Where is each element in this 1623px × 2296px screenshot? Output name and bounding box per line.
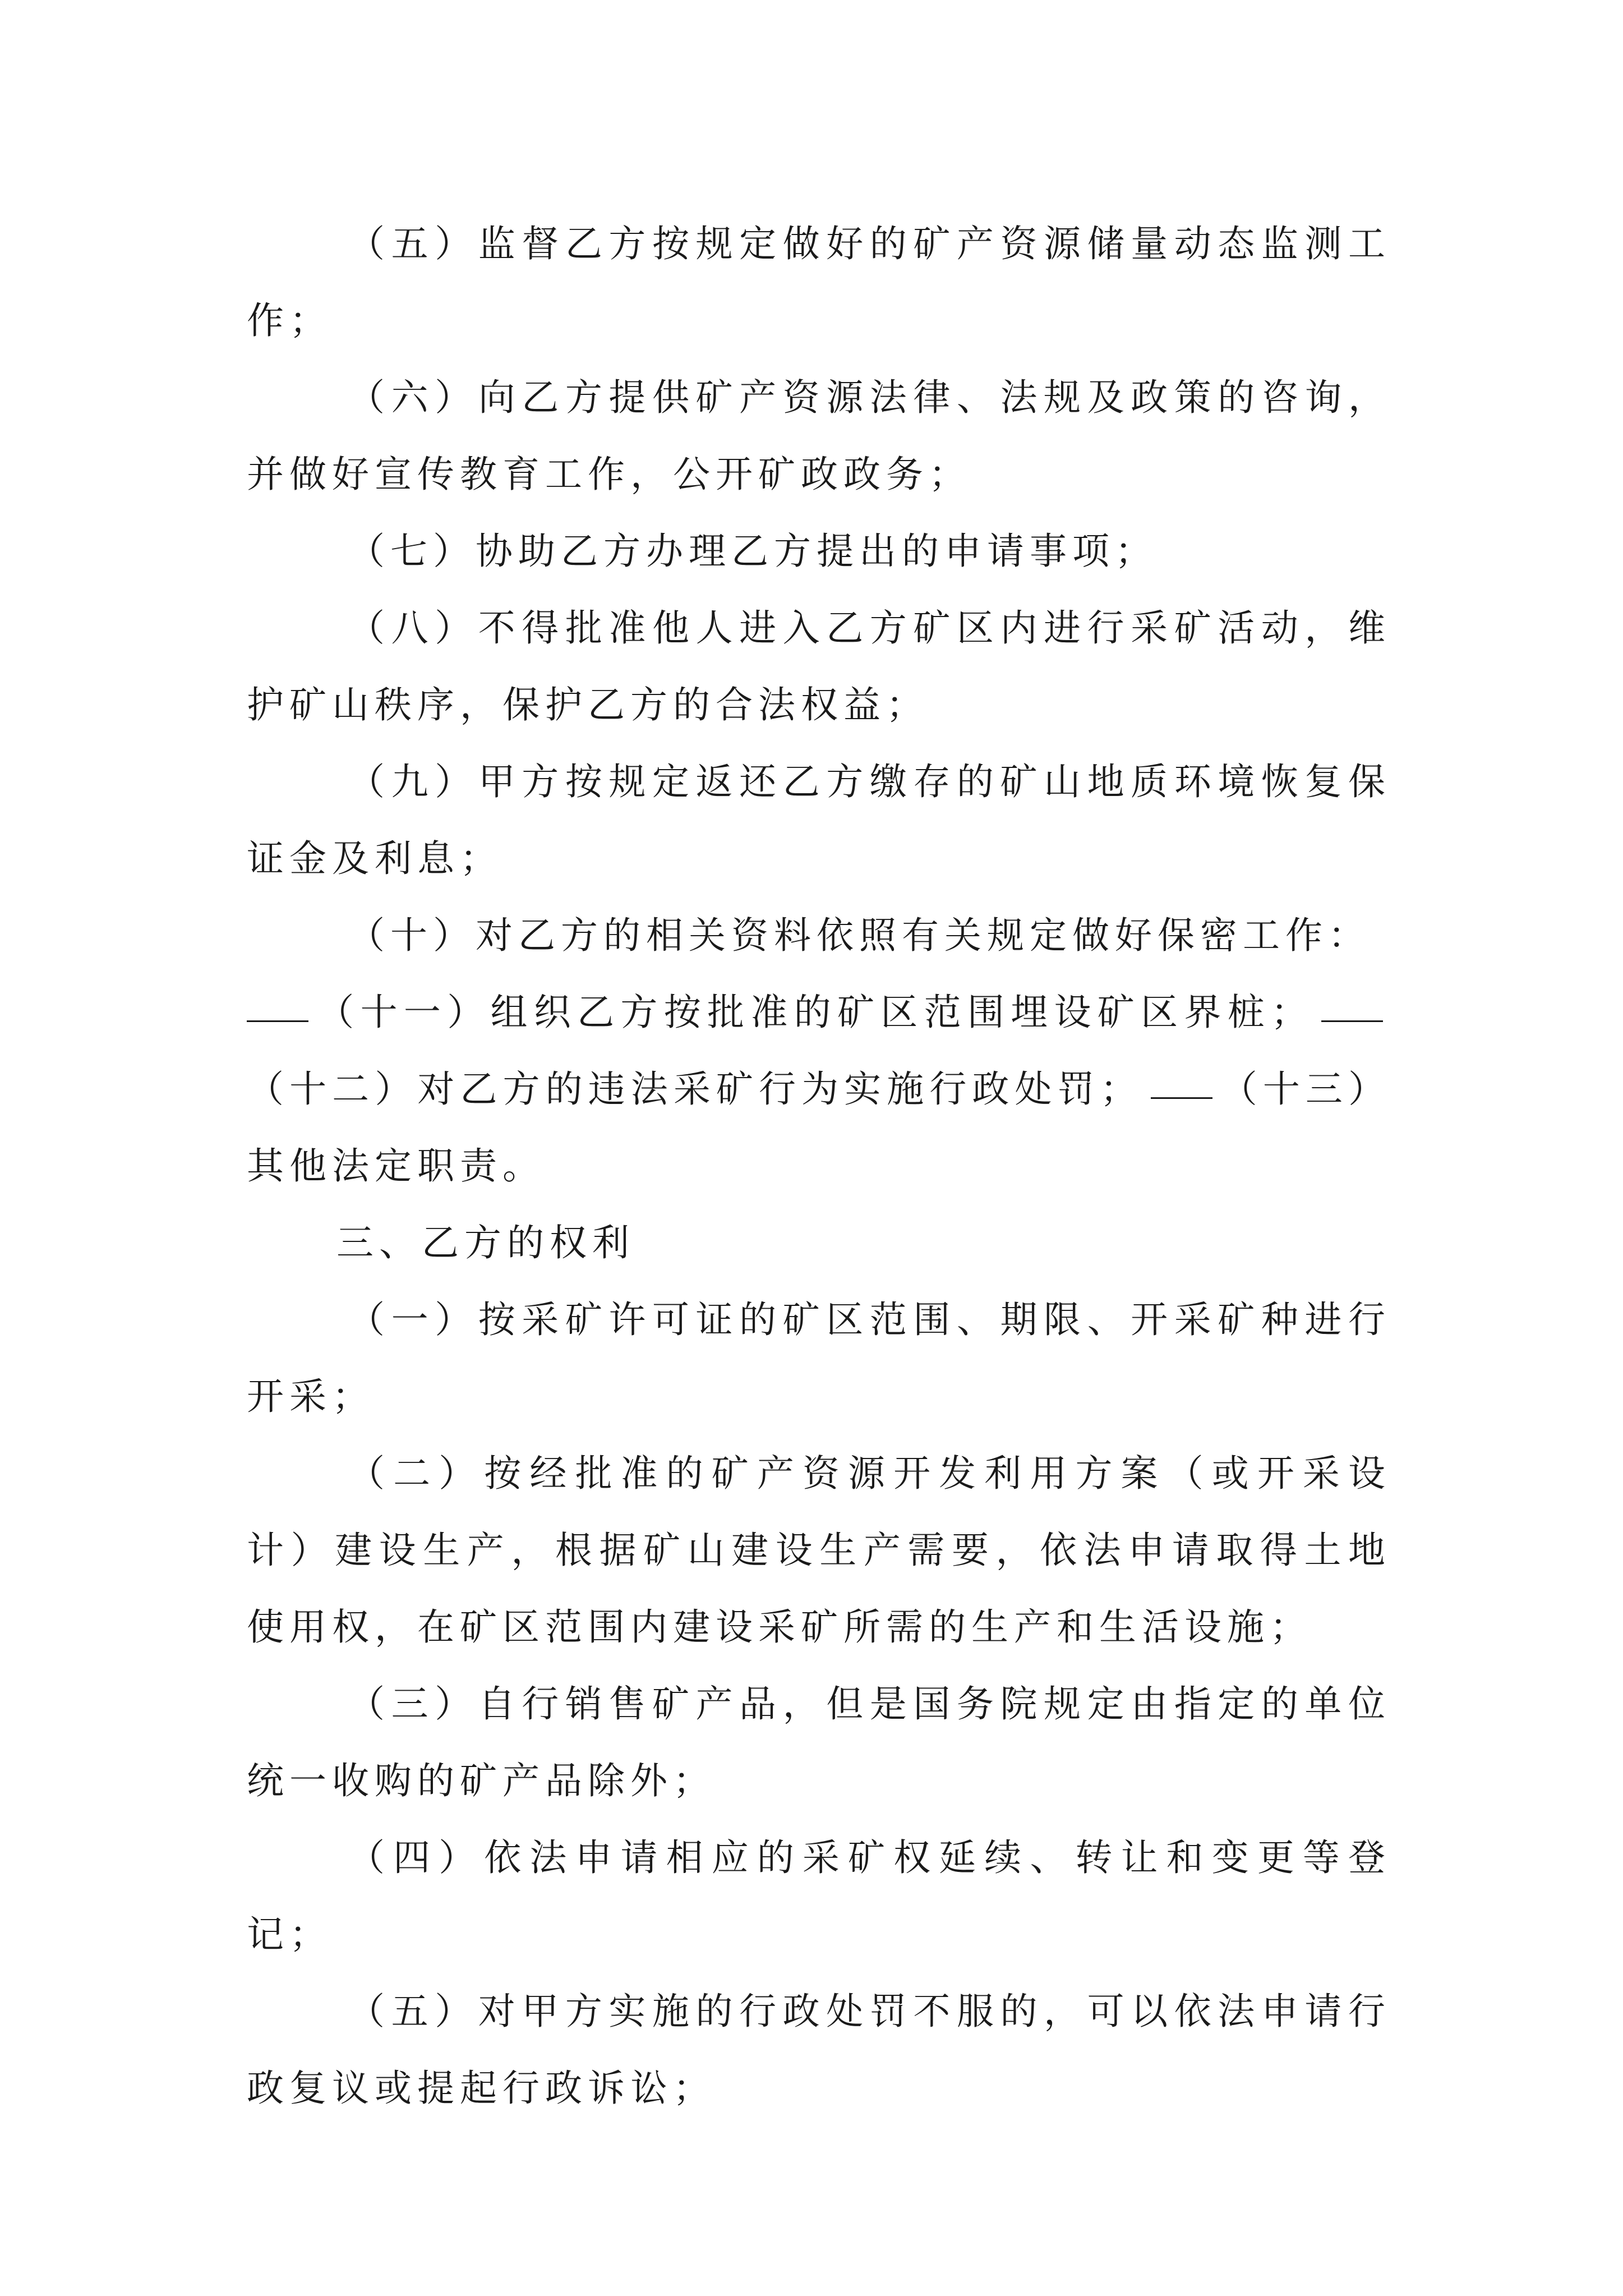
duty-item-11: （十一）组织乙方按批准的矿区范围埋设矿区界桩； bbox=[316, 991, 1313, 1034]
duty-item-5: （五）监督乙方按规定做好的矿产资源储量动态监测工作； bbox=[247, 222, 1391, 342]
duty-item-8: （八）不得批准他人进入乙方矿区内进行采矿活动，维护矿山秩序，保护乙方的合法权益； bbox=[247, 606, 1391, 726]
right-item-2: （二）按经批准的矿产资源开发利用方案（或开采设计）建设生产，根据矿山建设生产需要，依法申请取得土地使用权，在矿区范围内建设采矿所需的生产和生活设施； bbox=[247, 1452, 1391, 1649]
duty-item-12: （十二）对乙方的违法采矿行为实施行政处罚； bbox=[247, 1068, 1143, 1111]
duty-item-7: （七）协助乙方办理乙方提出的申请事项； bbox=[348, 530, 1158, 573]
duty-item-6: （六）向乙方提供矿产资源法律、法规及政策的咨询，并做好宣传教育工作，公开矿政政务； bbox=[247, 376, 1391, 496]
fill-in-blank bbox=[1151, 1086, 1212, 1099]
right-item-4: （四）依法申请相应的采矿权延续、转让和变更等登记； bbox=[247, 1836, 1391, 1956]
document-body bbox=[247, 205, 1391, 2127]
right-item-5: （五）对甲方实施的行政处罚不服的，可以依法申请行政复议或提起行政诉讼； bbox=[247, 1990, 1391, 2110]
section-3-title: 三、乙方的权利 bbox=[336, 1221, 635, 1264]
duty-item-10: （十）对乙方的相关资料依照有关规定做好保密工作： bbox=[348, 914, 1371, 957]
right-item-1: （一）按采矿许可证的矿区范围、期限、开采矿种进行开采； bbox=[247, 1298, 1391, 1418]
duty-items-11-13 bbox=[247, 974, 1391, 1204]
duty-item-9: （九）甲方按规定返还乙方缴存的矿山地质环境恢复保证金及利息； bbox=[247, 760, 1391, 880]
fill-in-blank bbox=[1321, 1009, 1383, 1022]
right-item-3: （三）自行销售矿产品，但是国务院规定由指定的单位统一收购的矿产品除外； bbox=[247, 1682, 1391, 1802]
duty-item-13: （十三）其他法定职责。 bbox=[247, 1068, 1391, 1188]
fill-in-blank bbox=[247, 1009, 308, 1022]
